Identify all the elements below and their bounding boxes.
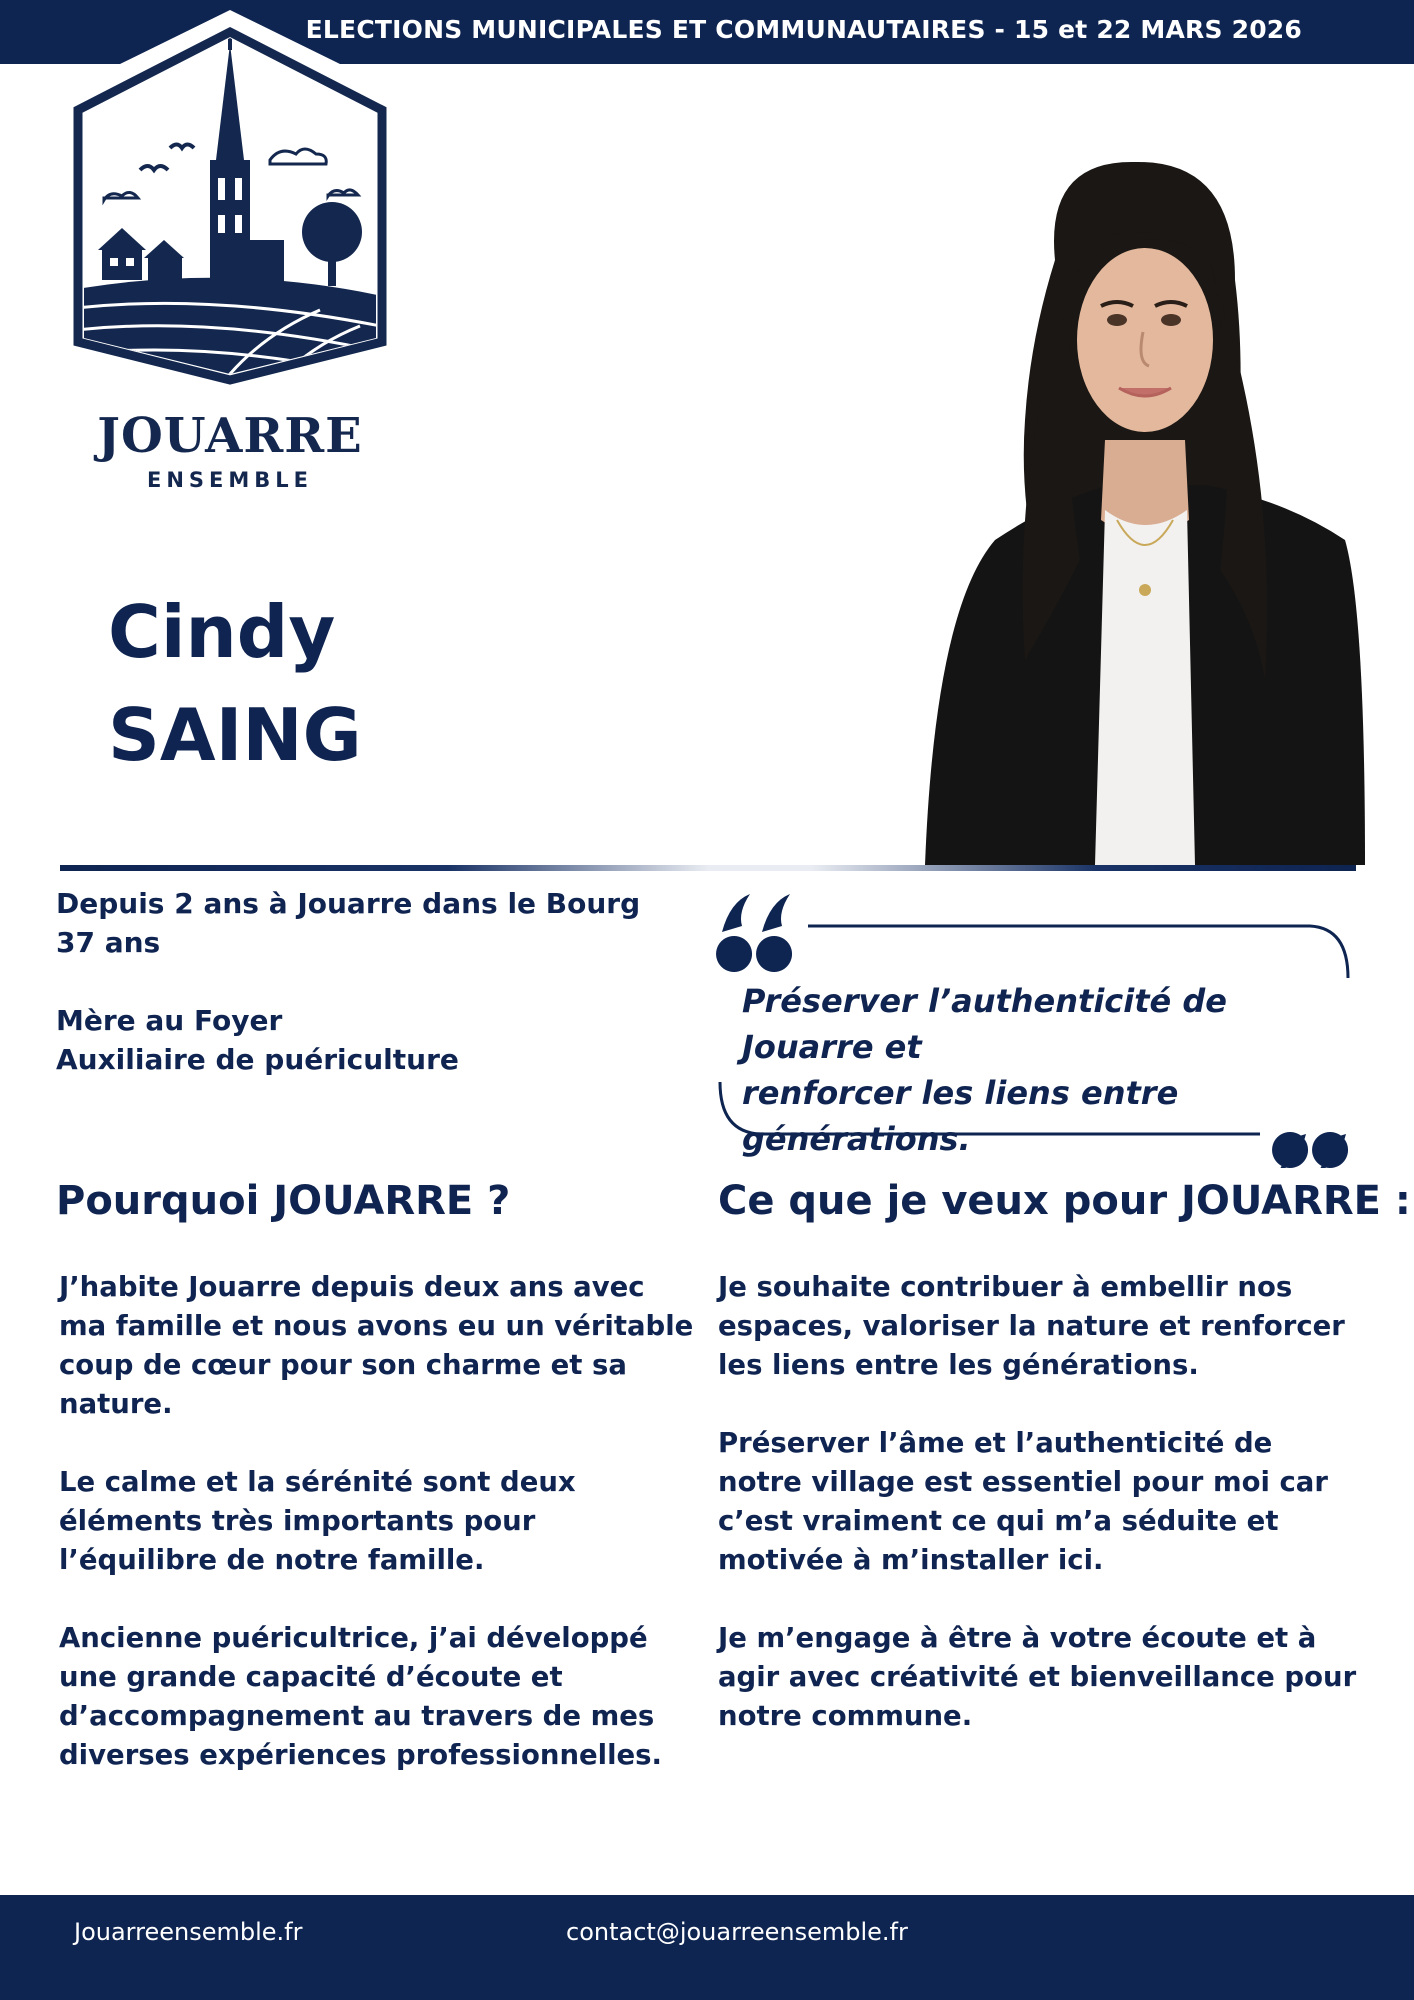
logo-subtitle: ENSEMBLE	[146, 468, 314, 492]
candidate-first-name: Cindy	[108, 590, 336, 674]
jouarre-ensemble-logo	[60, 10, 400, 490]
village-church-icon	[60, 10, 400, 400]
why-paragraph-2: Le calme et la sérénité sont deux éléments très importants pour l’équilibre de notre famille.	[59, 1466, 576, 1576]
wants-text	[718, 1268, 1358, 1775]
email-link[interactable]: contact@jouarreensemble.fr	[566, 1918, 908, 1946]
footer	[0, 1895, 1414, 2000]
wants-paragraph-1: Je souhaite contribuer à embellir nos espaces, valoriser la nature et renforcer les liens entre les générations.	[718, 1271, 1345, 1381]
open-quote-icon	[716, 894, 792, 972]
why-paragraph-1: J’habite Jouarre depuis deux ans avec ma famille et nous avons eu un véritable coup de cœur pour son charme et sa nature.	[59, 1271, 694, 1420]
candidate-age: 37 ans	[56, 926, 161, 959]
candidate-portrait	[905, 140, 1365, 865]
wants-paragraph-2: Préserver l’âme et l’authenticité de notre village est essentiel pour moi car c’est vraiment ce qui m’a séduite et motivée à m’installer ici.	[718, 1427, 1328, 1576]
campaign-quote	[742, 978, 1342, 1162]
why-paragraph-3: Ancienne puéricultrice, j’ai développé une grande capacité d’écoute et d’accompagnement au travers de mes diverses expériences professionnelles.	[59, 1622, 662, 1771]
divider-line	[60, 865, 1356, 871]
logo-title: JOUARRE	[97, 408, 363, 464]
quote-line-1: Préserver l’authenticité de Jouarre et	[742, 982, 1227, 1066]
candidate-last-name: SAING	[108, 693, 362, 777]
wants-heading: Ce que je veux pour JOUARRE :	[718, 1178, 1411, 1224]
election-banner-text: ELECTIONS MUNICIPALES ET COMMUNAUTAIRES - 15 et 22 MARS 2026	[305, 15, 1302, 44]
candidate-job-2: Auxiliaire de puériculture	[56, 1043, 459, 1076]
website-link[interactable]: Jouarreensemble.fr	[74, 1918, 303, 1946]
candidate-job-1: Mère au Foyer	[56, 1004, 283, 1037]
candidate-info	[56, 884, 640, 1079]
candidate-residence: Depuis 2 ans à Jouarre dans le Bourg	[56, 887, 641, 920]
why-text	[59, 1268, 699, 1814]
wants-paragraph-3: Je m’engage à être à votre écoute et à agir avec créativité et bienveillance pour notre commune.	[718, 1622, 1357, 1732]
why-heading: Pourquoi JOUARRE ?	[56, 1178, 511, 1224]
quote-line-2: renforcer les liens entre générations.	[742, 1074, 1179, 1158]
